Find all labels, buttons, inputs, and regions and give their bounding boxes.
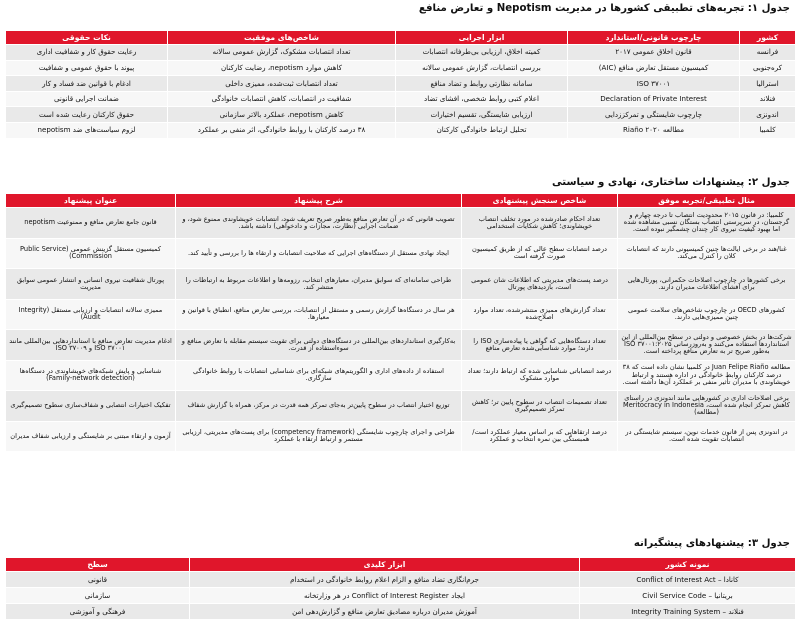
table-cell: ممیزی سالانه انتصابات و ارزیابی مستقل (Integrity Audit) [6,299,176,330]
preventive-proposals-table [5,557,796,620]
column-header: ابزار کلیدی [190,558,580,572]
column-header: نکات حقوقی [6,31,168,45]
table-cell: قانون اخلاق عمومی ۲۰۱۷ [568,45,740,61]
table-cell: کشورهای OECD در چارچوب شاخص‌های سلامت عمومی چنین ممیزی‌هایی دارند. [618,299,796,330]
table-row [6,238,796,269]
table-row [6,122,796,138]
table-row [6,60,796,76]
table-cell: تصویب قانونی که در آن تعارض منافع به‌طور صریح تعریف شود، انتصابات خویشاوندی ممنوع شود، و ضمانت اجرایی (نظارت، مجازات و دادخواهی) داشته باشد. [176,208,462,239]
table-cell: قانونی [6,572,190,588]
comparative-countries-table [5,30,796,139]
table-cell: کلمبیا: در قانون ۲۰۱۵ محدودیت انتصاب تا درجه چهارم و گرجستان، در سرپرستی انتصاب بستگان نسبی مشاهده شده اما بهبود کیفیت نیروی کار چندان چشمگیر نبوده است. [618,208,796,239]
table-cell: تعداد دستگاه‌هایی که گواهی یا پیاده‌سازی ISO را دارند؛ موارد شناسایی‌شده تعارض منافع [462,330,618,361]
table-row [6,269,796,300]
table-row [6,76,796,92]
table-cell: کلمبیا [740,122,796,138]
table2-caption: جدول ۲: پیشنهادات ساختاری، نهادی و سیاستی [552,177,790,188]
table-cell: کمیته اخلاق، ارزیابی بی‌طرفانه انتصابات [396,45,568,61]
column-header: کشور [740,31,796,45]
table-cell: در اندونزی پس از قانون خدمات نوین، سیستم شایستگی در انتصابات تقویت شده است. [618,421,796,452]
table-row [6,299,796,330]
table-cell: استفاده از داده‌های اداری و الگوریتم‌های شبکه‌ای برای شناسایی انتصابات با روابط خانوادگی سازگاری. [176,360,462,391]
table-cell: استرالیا [740,76,796,92]
table-cell: سازمانی [6,588,190,604]
table-cell: شرکت‌ها در بخش خصوصی و دولتی در سطح بین‌المللی از این استانداردها استفاده می‌کنند و به‌روزرسانی ISO ۳۷۰۰۱:۲۰۲۵ به‌طور صریح تر به تعارض منافع پرداخته است. [618,330,796,361]
table-row [6,330,796,361]
column-header: مثال تطبیقی/تجربه موفق [618,194,796,208]
table-row [6,208,796,239]
table-cell: تفکیک اختیارات انتصابی و شفاف‌سازی سطوح تصمیم‌گیری [6,391,176,422]
table-row [6,91,796,107]
table3-caption: جدول ۳: پیشنهادهای پیشگیرانه [633,538,790,549]
table-cell: طراحی و اجرای چارچوب شایستگی (competency framework) برای پست‌های مدیریتی، ارزیابی مستمر و ارتباط ارتقاء با عملکرد [176,421,462,452]
table-cell: پیوند با حقوق عمومی و شفافیت [6,60,168,76]
table-cell: لزوم سیاست‌های ضد nepotism [6,122,168,138]
table-cell: تعداد انتصابات ثبت‌شده، ممیزی داخلی [168,76,396,92]
table-cell: ادغام با قوانین ضد فساد و کار [6,76,168,92]
table-cell: مطالعه Juan Felipe Riaño در کلمبیا نشان داده است که ۳۸ درصد کارکنان روابط خانوادگی در اداره هستند و ارتباط خویشاوندی با مدیران تأثیر منفی بر عملکرد آن‌ها داشته است. [618,360,796,391]
table-row [6,421,796,452]
table-row [6,588,796,604]
column-header: شاخص‌های موفقیت [168,31,396,45]
table-cell: بررسی انتصابات، گزارش عمومی سالانه [396,60,568,76]
table-cell: غنا/هند در برخی ایالت‌ها چنین کمیسیونی دارند که انتصابات کلان را کنترل می‌کند. [618,238,796,269]
table-cell: ۳۸ درصد کارکنان با روابط خانوادگی، اثر منفی بر عملکرد [168,122,396,138]
table-cell: کره‌جنوبی [740,60,796,76]
table-cell: هر سال در دستگاه‌ها گزارش رسمی و مستقل از انتصابات، بررسی تعارض منافع، انطباق با قوانین و معیارها. [176,299,462,330]
table-cell: کاهش موارد nepotism، رضایت کارکنان [168,60,396,76]
table-cell: کاهش nepotism، عملکرد بالاتر سازمانی [168,107,396,123]
table-cell: ISO ۳۷۰۰۱ [568,76,740,92]
column-header: نمونه کشور [580,558,796,572]
table-cell: ارزیابی شایستگی، تقسیم اختیارات [396,107,568,123]
table-cell: Declaration of Private Interest [568,91,740,107]
table-cell: تعداد تصمیمات انتصاب در سطوح پایین تر؛ کاهش تمرکز تصمیم‌گیری [462,391,618,422]
table-cell: قانون جامع تعارض منافع و ممنوعیت nepotism [6,208,176,239]
table-header-row [6,31,796,45]
table-cell: کانادا – Conflict of Interest Act [580,572,796,588]
table-cell: کمیسیون مستقل تعارض منافع (AIC) [568,60,740,76]
table-cell: تعداد انتصابات مشکوک، گزارش عمومی سالانه [168,45,396,61]
table-cell: فرانسه [740,45,796,61]
table-cell: سامانه نظارتی روابط و تضاد منافع [396,76,568,92]
table-cell: به‌کارگیری استانداردهای بین‌المللی در دستگاه‌های دولتی برای تقویت سیستم مقابله با تعارض منافع و سوءاستفاده از قدرت. [176,330,462,361]
table-cell: ادغام مدیریت تعارض منافع با استانداردهایی بین‌المللی مانند ISO ۳۷۰۰۱ و ISO ۳۷۰۰۹ [6,330,176,361]
table-cell: درصد انتصابات سطح عالی که از طریق کمیسیون صورت گرفته است [462,238,618,269]
table-cell: درصد ارتقاهایی که بر اساس معیار عملکرد است/همبستگی بین نمره انتخاب و عملکرد [462,421,618,452]
table-row [6,572,796,588]
table-cell: پورتال شفافیت نیروی انسانی و انتشار عمومی سوابق مدیریت [6,269,176,300]
table-cell: ضمانت اجرایی قانونی [6,91,168,107]
table1-caption: جدول ۱: تجربه‌های تطبیقی کشورها در مدیریت Nepotism و تعارض منافع [418,3,790,14]
table-header-row [6,558,796,572]
table-cell: توزیع اختیار انتصاب در سطوح پایین‌تر به‌جای تمرکز همه قدرت در مرکز، همراه با گزارش شفاف [176,391,462,422]
table-cell: آزمون و ارتقاء مبتنی بر شایستگی و ارزیابی شفاف مدیران [6,421,176,452]
table-cell: بریتانیا – Civil Service Code [580,588,796,604]
column-header: ابزار اجرایی [396,31,568,45]
table-cell: چارچوب شایستگی و تمرکززدایی [568,107,740,123]
table-cell: ایجاد نهادی مستقل از دستگاه‌های اجرایی که صلاحیت انتصابات و ارتقاء ها را بررسی و تأیید کند. [176,238,462,269]
table-cell: فنلاند [740,91,796,107]
table-header-row [6,194,796,208]
table-row [6,391,796,422]
structural-proposals-table [5,193,796,452]
table-cell: تعداد احکام صادرشده در مورد تخلف انتصاب خویشاوندی؛ کاهش شکایات استخدامی [462,208,618,239]
table-cell: برخی کشورها در چارچوب اصلاحات حکمرانی، پورتال‌هایی برای افشای اطلاعات مدیران دارند. [618,269,796,300]
column-header: چارچوب قانونی/استاندارد [568,31,740,45]
table-row [6,45,796,61]
table-cell: تحلیل ارتباط خانوادگی کارکنان [396,122,568,138]
table-cell: اندونزی [740,107,796,123]
table-cell: اعلام کتبی روابط شخصی، افشای تضاد [396,91,568,107]
table-cell: برخی اصلاحات اداری در کشورهایی مانند اندونزی در راستای کاهش تمرکز انجام شده است، Meritocracy in Indonesia (مطالعه) [618,391,796,422]
column-header: شاخص سنجش پیشنهادی [462,194,618,208]
table-cell: طراحی سامانه‌ای که سوابق مدیران، معیارهای انتخاب، رزومه‌ها و اطلاعات مربوط به ارتباطات را منتشر کند. [176,269,462,300]
table-cell: درصد پست‌های مدیریتی که اطلاعات شان عمومی است، بازدیدهای پورتال [462,269,618,300]
table-cell: مطالعه Riaño ۲۰۲۰ [568,122,740,138]
table-cell: حقوق کارکنان رعایت شده است [6,107,168,123]
table-row [6,604,796,620]
table-cell: شفافیت در انتصابات، کاهش انتصابات خانوادگی [168,91,396,107]
table-row [6,360,796,391]
table-cell: کمیسیون مستقل گزینش عمومی (Public Service Commission) [6,238,176,269]
table-cell: جرم‌انگاری تضاد منافع و الزام اعلام روابط خانوادگی در استخدام [190,572,580,588]
column-header: شرح پیشنهاد [176,194,462,208]
table-cell: درصد انتصاباتی شناسایی شده که ارتباط دارند؛ تعداد موارد مشکوک [462,360,618,391]
column-header: سطح [6,558,190,572]
table-row [6,107,796,123]
table-cell: تعداد گزارش‌های ممیزی منتشرشده، تعداد موارد اصلاح‌شده [462,299,618,330]
table-cell: رعایت حقوق کار و شفافیت اداری [6,45,168,61]
table-cell: شناسایی و پایش شبکه‌های خویشاوندی در دستگاه‌ها (Family-network detection) [6,360,176,391]
column-header: عنوان پیشنهاد [6,194,176,208]
table-cell: فنلاند – Integrity Training System [580,604,796,620]
table-cell: فرهنگی و آموزشی [6,604,190,620]
table-cell: ایجاد Conflict of Interest Register در هر وزارتخانه [190,588,580,604]
table-cell: آموزش مدیران درباره مصادیق تعارض منافع و گزارش‌دهی امن [190,604,580,620]
